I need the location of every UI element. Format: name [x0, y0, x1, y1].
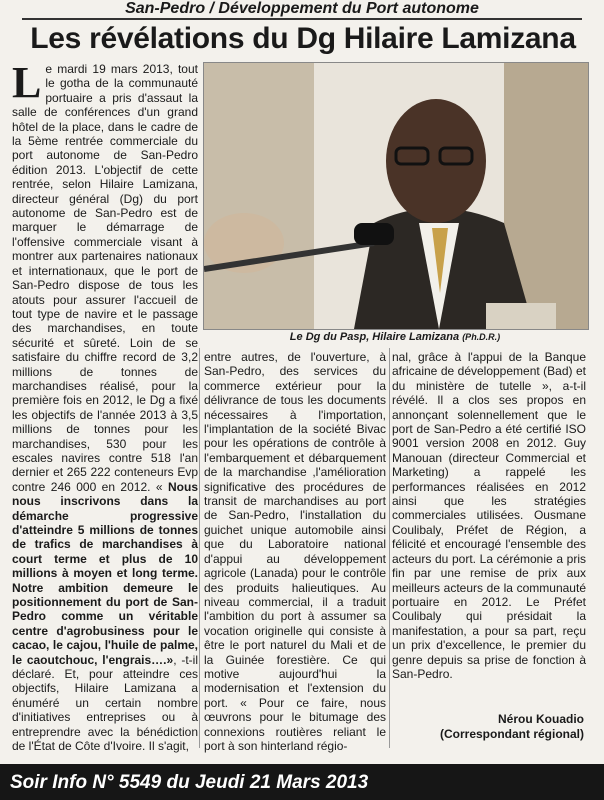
pull-quote: Nous nous inscrivons dans la démarche progressive d'atteindre 5 millions de tonnes de trafics de marchandises à court terme et plus de 10 millions à moyen et long terme. Notre ambition demeure le positionnement du port de San-Pedro comme un véritable centre d'agrobusiness pour le cacao, le cajou, l'huile de palme, le caoutchouc, l'engrais….» [12, 479, 198, 667]
publication-footer [0, 764, 604, 800]
article-photo [203, 62, 589, 330]
column-1-continuation: , -t-il déclaré. Et, pour atteindre ces objectifs, Hilaire Lamizana a énuméré un certain nombre d'initiatives entreprises ou à entreprendre avec la bénédiction de l'État de Côte d'Ivoire. Il s'agit, [12, 652, 199, 754]
drop-cap: L [12, 58, 42, 107]
byline [440, 712, 584, 742]
author-name: Nérou Kouadio [498, 712, 584, 726]
photo-credit: (Ph.D.R.) [462, 332, 501, 342]
article-column-3 [392, 350, 586, 748]
article-column-1 [12, 58, 199, 754]
column-divider [389, 348, 390, 748]
column-1-intro: e mardi 19 mars 2013, tout le gotha de la communauté portuaire a pris d'assaut la salle de conférences d'un grand hôtel de la place, dans le cadre de la 5ème rentrée commerciale du port autonome de San-Pedro édition 2013. L'objectif de cette rentrée, selon Hilaire Lamizana, directeur général (Dg) du port autonome de San-Pedro est de marquer le démarrage de l'offensive commerciale visant à montrer aux partenaires nationaux et internationaux, que le port de San-Pedro dispose de tous les atouts pour assurer l'accueil de tout type de navire et le passage des marchandises, en toute sécurité et sûreté. Loin de se satisfaire du chiffre record de 3,2 millions de tonnes de marchandises réalisé, pour la première fois en 2012, le Dg a fixé les objectifs de l'année 2013 à 3,5 millions de tonnes pour les marchandises, 530 pour les escales navires contre 518 l'an dernier et 265 222 conteneurs Evp contre 246 000 en 2012. « Nous nous inscrivons dans la démarche progressive d'atteindre 5 millions de tonnes de trafics de marchandises à court terme et plus de 10 millions à moyen et long terme. Notre ambition demeure le positionnement du port de San-Pedro comme un véritable centre d'agrobusiness pour le cacao, le cajou, l'huile de palme, le caoutchouc, l'engrais….», -t-il déclaré. Et, pour atteindre ces objectifs, Hilaire Lamizana a énuméré un certain nombre d'initiatives entreprises ou à entreprendre avec la bénédiction de l'État de Côte d'Ivoire. Il s'agit, [12, 62, 199, 754]
column-divider [199, 348, 200, 748]
speaker-photo-illustration [204, 63, 588, 329]
column-3-text: nal, grâce à l'appui de la Banque africaine de développement (Bad) et du ministère de tutelle », a-t-il révélé. Il a clos ses propos en annonçant solennellement que le port de San-Pedro a été certifié ISO 9001 version 2008 en 2012. Guy Manouan (directeur Commercial et Marketing) a rappelé les performances réalisées en 2012 ainsi que les stratégies commerciales utilisées. Ousmane Coulibaly, Préfet de Région, a félicité et encouragé l'ensemble des acteurs du port. La cérémonie a pris fin par une remise de prix aux meilleurs acteurs de la communauté portuaire en 2012. Le Préfet Coulibaly qui présidait la manifestation, a pour sa part, reçu un prix d'excellence, le premier du genre depuis sa prise de fonction à San-Pedro. [392, 350, 586, 681]
photo-caption [203, 329, 587, 345]
author-role: (Correspondant régional) [439, 727, 584, 741]
caption-text: Le Dg du Pasp, Hilaire Lamizana [289, 331, 460, 343]
column-2-text: entre autres, de l'ouverture, à San-Pedro, des services du commerce extérieur pour la délivrance de tous les documents nécessaires à l'importation, l'implantation de la société Bivac pour les opérations de contrôle à l'embarquement et débarquement de la marchandise ,l'amélioration significative des procédures de transit de marchandises au port de San-Pedro, l'installation du guichet unique automobile ainsi que du Laboratoire national d'appui au développement agricole (Lanada) pour le contrôle des produits halieutiques. Au niveau commercial, il a traduit l'ambition du port à assumer sa vocation originelle qui consiste à être le port naturel du Mali et de la Guinée forestière. Ce qui motive aujourd'hui la modernisation et l'extension du port. « Pour ce faire, nous œuvrons pour le bitumage des connexions routières reliant le port à son hinterland régio- [204, 350, 386, 753]
article-kicker: San-Pedro / Développement du Port autonome [22, 0, 582, 20]
footer-text: Soir Info N° 5549 du Jeudi 21 Mars 2013 [10, 772, 369, 793]
article-headline: Les révélations du Dg Hilaire Lamizana [30, 22, 576, 55]
article-column-2 [204, 350, 386, 753]
